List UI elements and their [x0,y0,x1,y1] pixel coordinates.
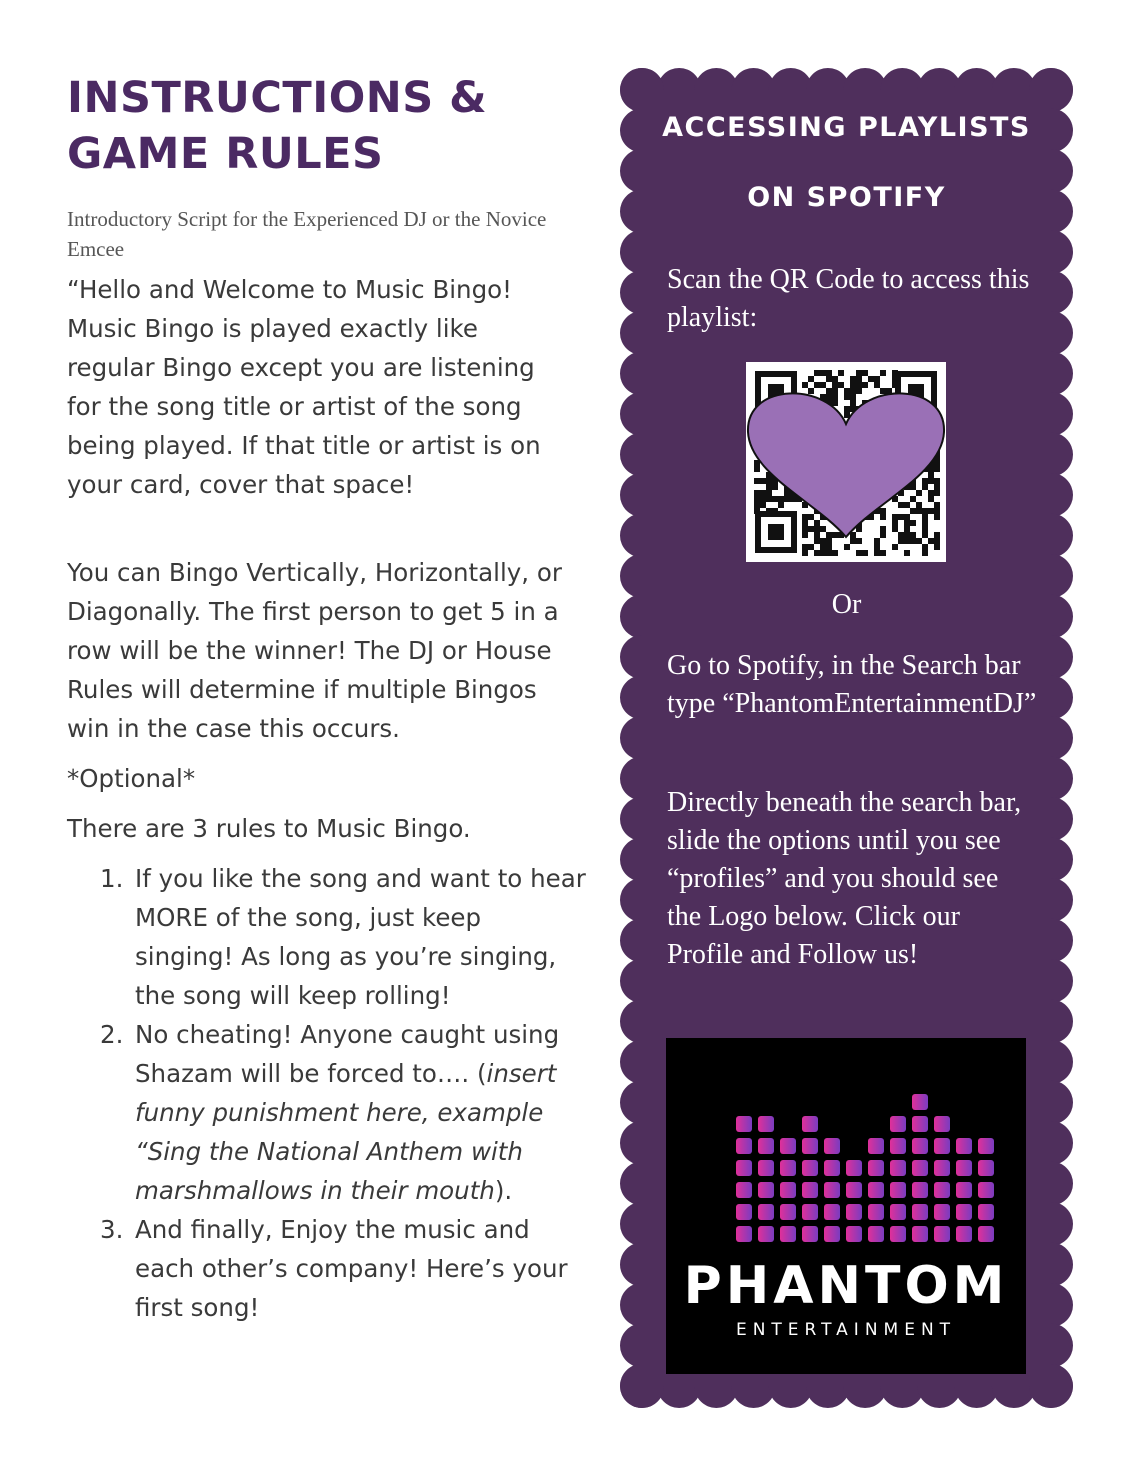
rule-number: 3. [100,1215,124,1244]
rule-number: 2. [100,1020,124,1049]
subtitle: Introductory Script for the Experienced DJ or the Novice Emcee [67,207,547,261]
title-line-2: GAME RULES [67,129,384,179]
logo-wordmark: PHANTOM [683,1256,1009,1316]
or-separator: Or [831,589,862,620]
rule-text: No cheating! Anyone caught using Shazam will be forced to…. ( [135,1020,560,1088]
qr-code [746,362,946,562]
profile-instructions: Directly beneath the search bar, slide the options until you see “profiles” and you should see the Logo below. Click our Profile and Follow us! [667,787,1022,970]
spotify-panel [620,68,1073,1408]
rule-item [67,1210,575,1327]
title-line-1: INSTRUCTIONS & [67,73,488,123]
rules-intro: There are 3 rules to Music Bingo. [67,814,471,843]
equalizer-icon [666,1038,1026,1268]
intro-paragraph: “Hello and Welcome to Music Bingo! Music Bingo is played exactly like regular Bingo except you are listening for the song title or artist of the song being played. If that title or artist is on your card, cover that space! [67,275,541,499]
scan-instructions: Scan the QR Code to access this playlist: [667,264,1030,333]
panel-heading-line-1: ACCESSING PLAYLISTS [662,112,1031,143]
rule-text: If you like the song and want to hear MORE of the song, just keep singing! As long as you’re singing, the song will keep rolling! [135,864,586,1010]
optional-note: *Optional* [67,764,196,793]
page-title [67,70,587,182]
search-instructions: Go to Spotify, in the Search bar type “PhantomEntertainmentDJ” [667,650,1037,719]
rule-item [67,859,587,1015]
rules-list [67,859,587,1327]
rule-text: And finally, Enjoy the music and each other’s company! Here’s your first song! [135,1215,568,1322]
panel-heading-line-2: ON SPOTIFY [747,182,946,213]
rule-number: 1. [100,864,124,893]
instructions-column [67,70,587,1327]
rule-italic-text: insert funny punishment here, example “Sing the National Anthem with marshmallows in their mouth [135,1059,557,1205]
qr-code-graphic [746,362,946,562]
logo-subtext: ENTERTAINMENT [735,1320,957,1340]
bingo-paragraph: You can Bingo Vertically, Horizontally, or Diagonally. The first person to get 5 in a row will be the winner! The DJ or House Rules will determine if multiple Bingos win in the case this occurs. [67,558,562,743]
rule-item [67,1015,587,1210]
rule-text-tail: ). [494,1176,513,1205]
phantom-logo [666,1038,1026,1374]
